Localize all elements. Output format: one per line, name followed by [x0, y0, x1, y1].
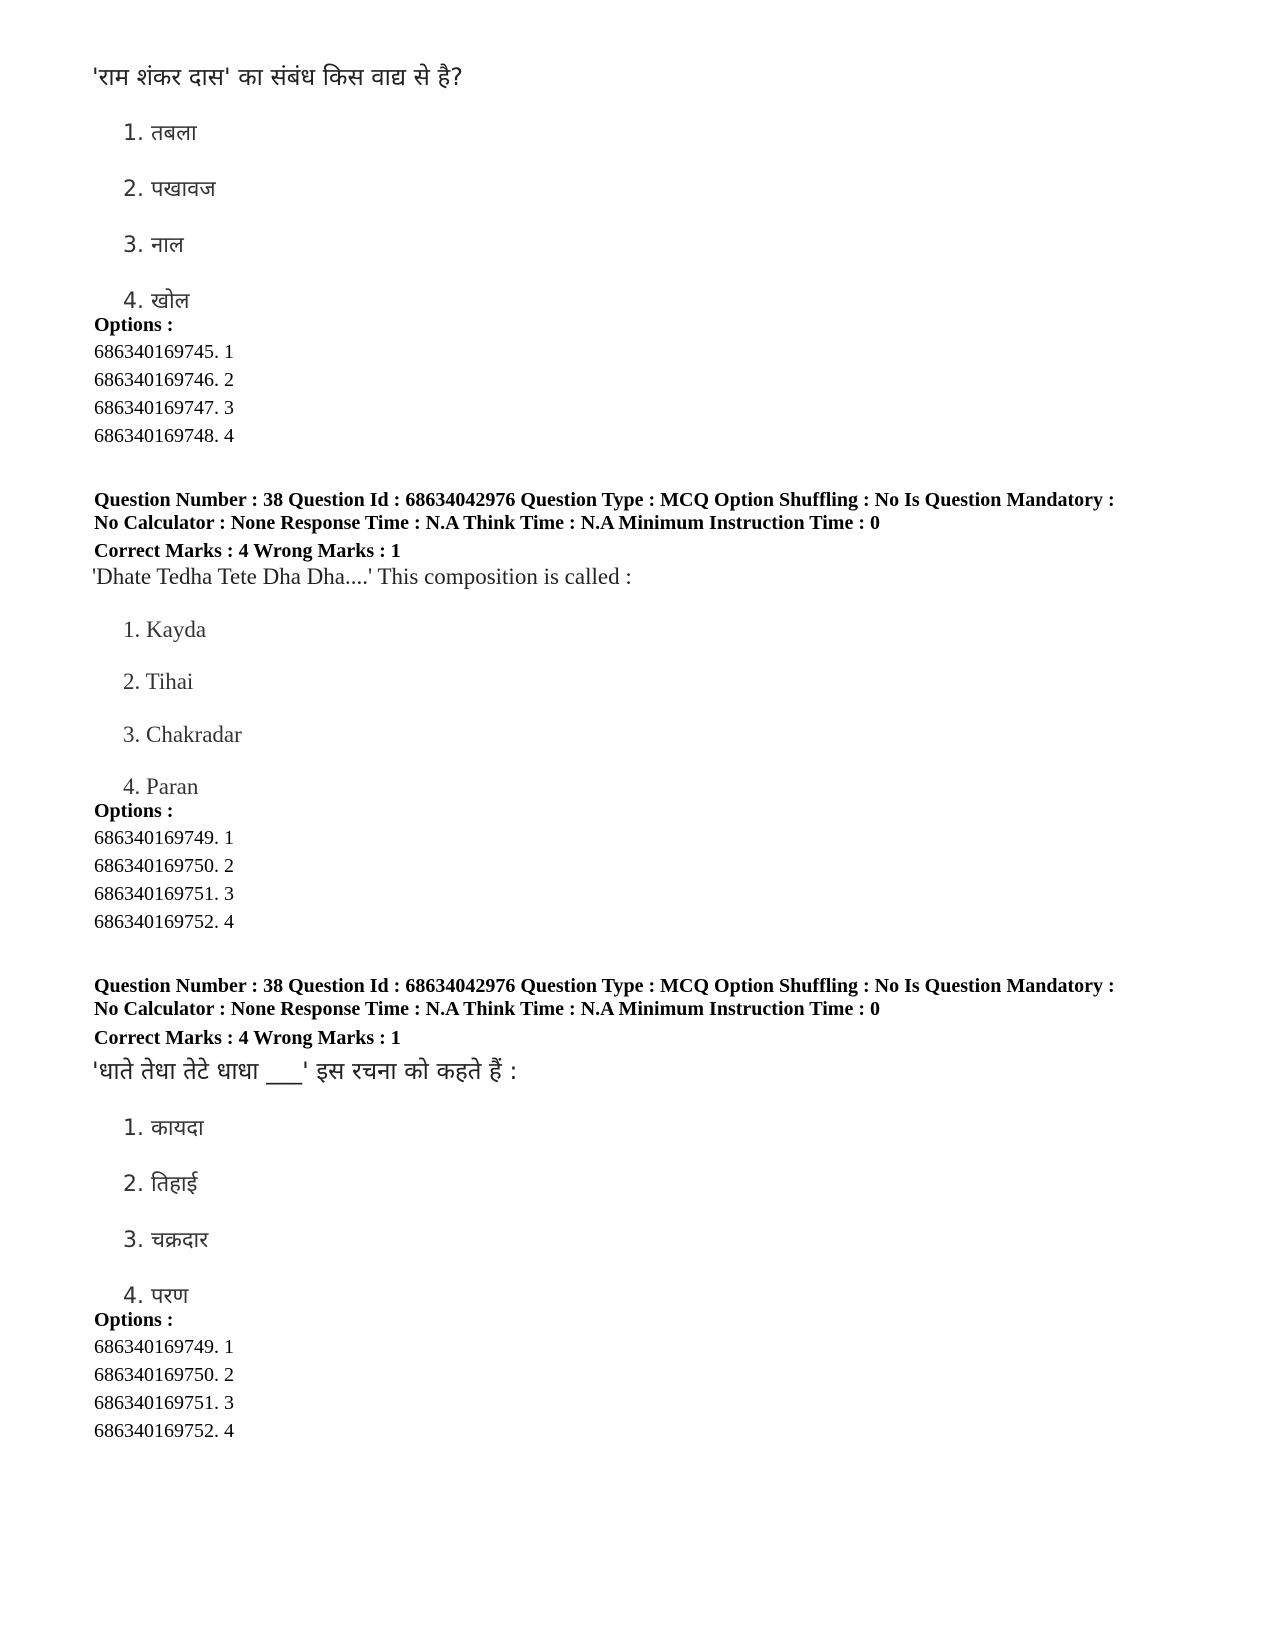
- options-label: Options :: [94, 314, 174, 336]
- question-meta-line2: No Calculator : None Response Time : N.A Think Time : N.A Minimum Instruction Time : 0: [94, 512, 880, 534]
- option-id-row: 686340169746. 2: [94, 369, 234, 391]
- option-id-row: 686340169745. 1: [94, 341, 234, 363]
- option-id-row: 686340169750. 2: [94, 855, 234, 877]
- option-id-row: 686340169752. 4: [94, 911, 234, 933]
- question-text: 'राम शंकर दास' का संबंध किस वाद्य से है?: [92, 63, 463, 91]
- choice-2: 2. पखावज: [123, 177, 216, 202]
- option-id-row: 686340169749. 1: [94, 1336, 234, 1358]
- option-id-row: 686340169748. 4: [94, 425, 234, 447]
- option-id-row: 686340169751. 3: [94, 883, 234, 905]
- marks-line: Correct Marks : 4 Wrong Marks : 1: [94, 1027, 401, 1049]
- choice-4: 4. खोल: [123, 289, 190, 314]
- marks-line: Correct Marks : 4 Wrong Marks : 1: [94, 540, 401, 562]
- choice-3: 3. Chakradar: [123, 722, 242, 747]
- choice-3: 3. चक्रदार: [123, 1228, 209, 1253]
- choice-4: 4. Paran: [123, 774, 199, 799]
- choice-3: 3. नाल: [123, 233, 184, 258]
- option-id-row: 686340169751. 3: [94, 1392, 234, 1414]
- option-id-row: 686340169750. 2: [94, 1364, 234, 1386]
- question-meta-line2: No Calculator : None Response Time : N.A Think Time : N.A Minimum Instruction Time : 0: [94, 998, 880, 1020]
- question-meta-line1: Question Number : 38 Question Id : 68634042976 Question Type : MCQ Option Shuffling : No Is Question Mandatory :: [94, 489, 1115, 511]
- choice-1: 1. कायदा: [123, 1116, 204, 1141]
- choice-2: 2. तिहाई: [123, 1172, 198, 1197]
- choice-2: 2. Tihai: [123, 669, 194, 694]
- question-meta-line1: Question Number : 38 Question Id : 68634042976 Question Type : MCQ Option Shuffling : No Is Question Mandatory :: [94, 975, 1115, 997]
- question-text: 'धाते तेधा तेटे धाधा ___' इस रचना को कहते हैं :: [92, 1057, 518, 1085]
- options-label: Options :: [94, 800, 174, 822]
- choice-1: 1. Kayda: [123, 617, 207, 642]
- option-id-row: 686340169752. 4: [94, 1420, 234, 1442]
- option-id-row: 686340169749. 1: [94, 827, 234, 849]
- choice-4: 4. परण: [123, 1284, 189, 1309]
- option-id-row: 686340169747. 3: [94, 397, 234, 419]
- choice-1: 1. तबला: [123, 121, 197, 146]
- question-text: 'Dhate Tedha Tete Dha Dha....' This composition is called :: [92, 564, 632, 589]
- options-label: Options :: [94, 1309, 174, 1331]
